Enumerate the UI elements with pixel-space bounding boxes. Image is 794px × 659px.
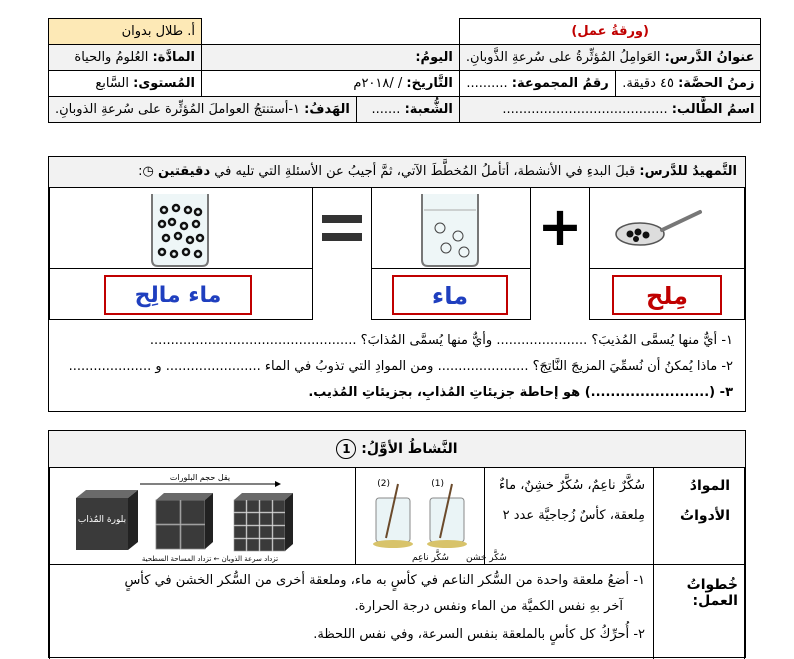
date-cell bbox=[202, 71, 460, 97]
lesson-cell bbox=[459, 45, 761, 71]
water-image-cell bbox=[371, 187, 531, 269]
salt-label: مِلح bbox=[646, 282, 688, 310]
intro-title-text: قبلَ البدءِ في الأنشطة، أتأملُ المُخطَّطَ الآتي، ثمَّ أجيبُ عن الأسئلةِ التي تليه في bbox=[214, 164, 636, 179]
tools-value: مِلعقة، كأسٌ زُجاجيَّة عدد ٢ bbox=[502, 508, 645, 523]
question-2-text: ماذا يُمكنُ أن نُسمِّيَ المزيجَ النَّاتِجَ؟ ...................... ومن الموادِ التي تذوبُ في الماء ....................... و .................... bbox=[68, 359, 718, 374]
step-2-text: أُحرِّكُ كل كأسٍ بالملعقة بنفس السرعة، وفي نفس اللحظة. bbox=[313, 627, 630, 642]
step-1-continued: آخر بهِ نفس الكميَّة من الماء ونفس درجة الحرارة. bbox=[354, 599, 623, 614]
materials-value-cell bbox=[484, 467, 654, 565]
teacher-name: أ. طلال بدوان bbox=[121, 24, 195, 39]
duration-label: زمنُ الحصَّة: bbox=[678, 76, 755, 91]
salt-label-box bbox=[612, 275, 722, 315]
group-label: رقمُ المجموعة: bbox=[511, 76, 609, 91]
intro-section bbox=[48, 156, 746, 412]
sugar-glasses-icon bbox=[356, 468, 507, 564]
steps-cell bbox=[49, 564, 654, 659]
section-label: الشُّعبة: bbox=[404, 102, 453, 117]
crystal-cubes-diagram bbox=[50, 468, 355, 564]
salt-label-cell bbox=[589, 268, 745, 320]
saltwater-label bbox=[135, 283, 222, 308]
glass-1-label: سُكَّر خشن bbox=[466, 553, 507, 563]
glass-1-number: (1) bbox=[431, 479, 444, 489]
subject-label: المادَّة: bbox=[152, 50, 195, 65]
step-1-number: ١- bbox=[633, 573, 645, 588]
materials-label: الموادُ bbox=[689, 478, 730, 494]
day-cell bbox=[202, 45, 460, 71]
step-1-text-a: أضعُ ملعقة واحدة من السُّكر الناعم في كأسٍ به ماء، وملعقة أخرى من السُّكر الخشن في كأسٍ bbox=[124, 573, 630, 588]
glass-2-label: سُكَّر ناعِم bbox=[412, 553, 449, 563]
goal-value: ١-أستنتجُ العواملَ المُؤثِّرة على سُرعةِ الذوبانِ. bbox=[55, 102, 301, 117]
question-1-text: أيٌّ منها يُسمَّى المُذيبَ؟ ...................... وأيٌّ منها يُسمَّى المُذابَ؟ .................................................. bbox=[149, 333, 718, 348]
steps-label: خُطواتُ العمل: bbox=[686, 577, 738, 609]
saltwater-image-cell bbox=[49, 187, 313, 269]
student-label: اسمُ الطَّالب: bbox=[671, 102, 755, 117]
section-cell bbox=[356, 97, 459, 123]
water-label-box bbox=[392, 275, 508, 315]
glass-2-number: (2) bbox=[377, 479, 390, 489]
question-2-number: ٢- bbox=[721, 359, 733, 374]
goal-label: الهَدفُ: bbox=[304, 102, 350, 117]
activity-number-badge bbox=[336, 439, 356, 459]
student-dots: ........................................ bbox=[502, 102, 668, 117]
saltwater-label-cell bbox=[49, 268, 313, 320]
crystals-image-cell bbox=[49, 467, 356, 565]
lesson-label: عنوانُ الدَّرس: bbox=[664, 50, 755, 65]
spoon-salt-icon bbox=[588, 188, 744, 270]
water-label-cell bbox=[371, 268, 531, 320]
plus-sign: + bbox=[537, 195, 583, 258]
subject-value: العُلومُ والحياة bbox=[74, 50, 149, 65]
clock-icon: ◷ bbox=[142, 164, 154, 179]
subject-cell bbox=[49, 45, 202, 71]
date-value: / /٢٠١٨م bbox=[353, 76, 403, 91]
saltwater-label-box bbox=[104, 275, 252, 315]
question-2 bbox=[69, 359, 733, 374]
equals-sign bbox=[313, 187, 371, 269]
section-dots: ....... bbox=[371, 102, 401, 117]
group-dots: .......... bbox=[466, 76, 508, 91]
duration-cell bbox=[615, 71, 761, 97]
intro-title: التَّمهيدُ للدَّرس: قبلَ البدءِ في الأنشطة، أتأملُ المُخطَّطَ الآتي، ثمَّ أجيبُ عن الأسئلةِ التي تليه في دقيقتين ◷: bbox=[49, 157, 745, 188]
activity-title bbox=[49, 431, 745, 468]
crystal-label: بلورة المُذاب bbox=[77, 515, 127, 525]
goal-cell bbox=[49, 97, 357, 123]
question-1-number: ١- bbox=[721, 333, 733, 348]
date-label: التَّاريخ: bbox=[406, 76, 453, 91]
worksheet-title-cell bbox=[459, 19, 761, 45]
level-label: المُستوى: bbox=[133, 76, 195, 91]
level-cell bbox=[49, 71, 202, 97]
saltwater-label-text: ماء مالِح bbox=[134, 283, 222, 308]
step-2-number: ٢- bbox=[633, 627, 645, 642]
intro-title-bold: التَّمهيدُ للدَّرس: bbox=[639, 164, 737, 179]
salt-image-cell bbox=[589, 187, 745, 269]
teacher-cell bbox=[49, 19, 202, 45]
plus-cell bbox=[530, 187, 590, 269]
crystal-bottom-caption: تزداد سرعة الذوبان ← تزداد المساحة السطحية bbox=[141, 555, 279, 563]
step-2 bbox=[313, 627, 645, 642]
question-3-text: (........................) هو إحاطة جزيئاتِ المُذابِ، بجزيئاتِ المُذيب. bbox=[308, 385, 716, 400]
question-3 bbox=[308, 385, 733, 400]
question-3-number: ٣- bbox=[719, 385, 733, 400]
lesson-value: العَوامِلُ المُؤثِّرةُ على سُرعةِ الذَّوبانِ. bbox=[465, 50, 661, 65]
intro-title-time: دقيقتين bbox=[157, 164, 211, 179]
activity-section bbox=[48, 430, 746, 658]
group-cell bbox=[459, 71, 615, 97]
student-cell bbox=[459, 97, 761, 123]
water-label: ماء bbox=[431, 282, 469, 310]
level-value: السَّابع bbox=[95, 76, 129, 91]
header-table bbox=[48, 18, 761, 123]
glasses-image-cell bbox=[355, 467, 507, 565]
activity-title-text: النَّشاطُ الأوَّلُ: bbox=[361, 441, 458, 457]
beaker-saltwater-icon bbox=[48, 188, 312, 270]
crystal-top-caption: يقل حجم البلورات bbox=[169, 473, 231, 482]
question-1 bbox=[150, 333, 733, 348]
worksheet-title: (ورقةُ عمل) bbox=[571, 24, 649, 39]
day-label: اليومُ: bbox=[415, 50, 453, 65]
activity-number: 1 bbox=[342, 442, 351, 456]
materials-value: سُكَّرٌ ناعِمٌ، سُكَّرٌ خشِنٌ، ماءٌ bbox=[499, 478, 645, 493]
duration-value: ٤٥ دقيقة. bbox=[622, 76, 674, 91]
equals-cell bbox=[312, 187, 372, 269]
beaker-water-icon bbox=[370, 188, 530, 270]
tools-label: الأدواتُ bbox=[680, 508, 730, 524]
step-1 bbox=[124, 573, 645, 588]
steps-label-cell bbox=[653, 564, 745, 659]
materials-label-cell bbox=[653, 467, 745, 565]
